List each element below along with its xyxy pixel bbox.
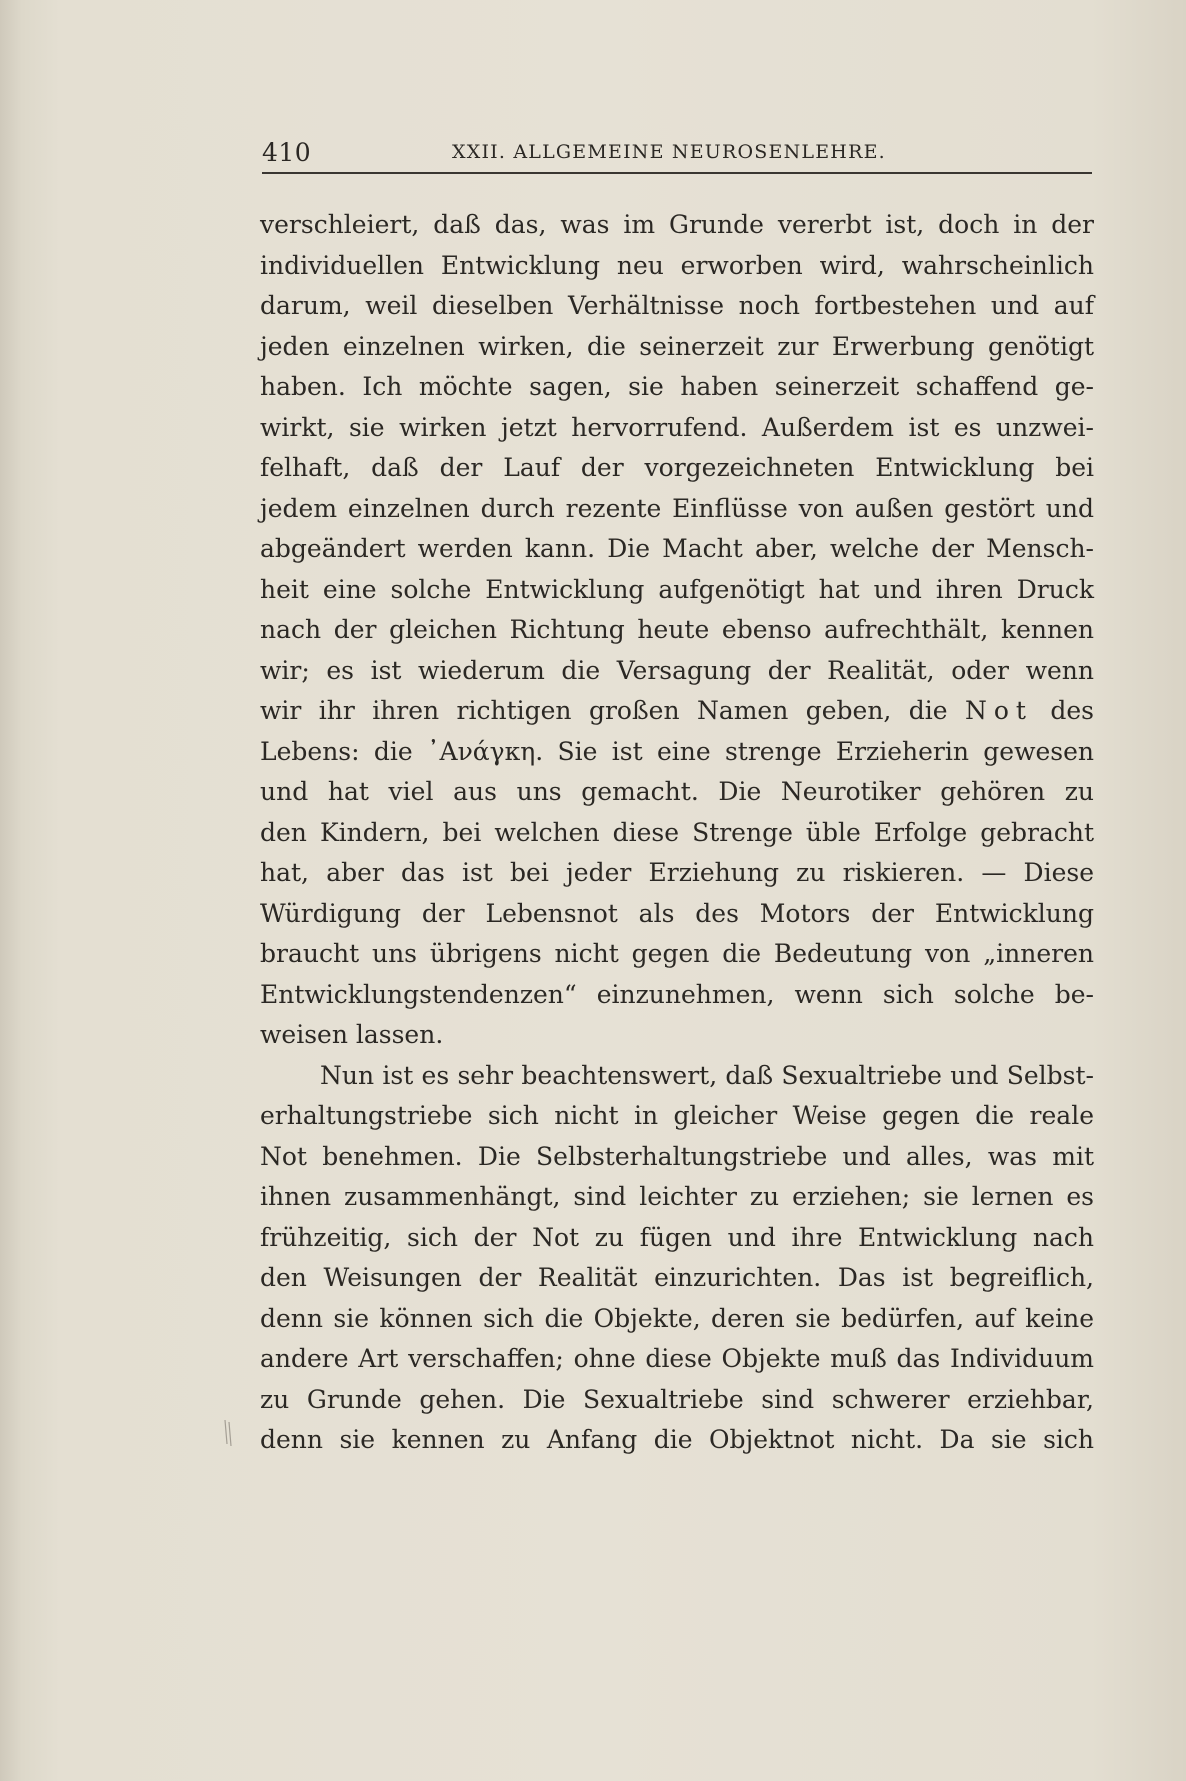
text-line: ihnen zusammenhängt, sind leichter zu erziehen; sie lernen es — [260, 1182, 1094, 1211]
text-segment: des — [1032, 696, 1095, 725]
text-line: den Kindern, bei welchen diese Strenge üble Erfolge gebracht — [260, 817, 1094, 847]
text-line: erhaltungstriebe sich nicht in gleicher Weise gegen die reale — [260, 1101, 1094, 1130]
pencil-mark-icon — [222, 1418, 234, 1448]
text-line: jeden einzelnen wirken, die seinerzeit zur Erwerbung genötigt — [260, 331, 1094, 361]
greek-word: ᾿Ανάγκη — [427, 736, 536, 766]
text-line: braucht uns übrigens nicht gegen die Bedeutung von „inneren — [260, 939, 1094, 968]
text-line: felhaft, daß der Lauf der vorgezeichneten Entwicklung bei — [260, 453, 1094, 482]
page-number: 410 — [262, 138, 312, 167]
text-line: jedem einzelnen durch rezente Einflüsse von außen gestört und — [260, 493, 1094, 523]
running-head: XXII. ALLGEMEINE NEUROSENLEHRE. — [452, 141, 886, 163]
text-line — [260, 732, 1094, 773]
text-line: Not benehmen. Die Selbsterhaltungstriebe und alles, was mit — [260, 1141, 1094, 1171]
text-segment: Lebens: die — [260, 736, 428, 766]
text-line: individuellen Entwicklung neu erworben wird, wahrscheinlich — [260, 250, 1094, 280]
text-line: frühzeitig, sich der Not zu fügen und ihre Entwicklung nach — [260, 1222, 1094, 1252]
spaced-word: Not — [964, 696, 1033, 725]
text-line: hat, aber das ist bei jeder Erziehung zu riskieren. — Diese — [260, 858, 1094, 887]
text-segment: . Sie ist eine strenge Erzieherin gewesen — [535, 736, 1094, 766]
text-line: denn sie kennen zu Anfang die Objektnot nicht. Da sie sich — [260, 1425, 1094, 1454]
text-line: haben. Ich möchte sagen, sie haben seinerzeit schaffend ge- — [260, 372, 1094, 401]
text-line: andere Art verschaffen; ohne diese Objekte muß das Individuum — [260, 1344, 1094, 1373]
text-line — [260, 691, 1094, 732]
paragraph-2 — [260, 1056, 1094, 1461]
body-text — [260, 205, 1094, 1461]
text-line: heit eine solche Entwicklung aufgenötigt hat und ihren Druck — [260, 574, 1094, 604]
header-rule — [262, 172, 1092, 174]
text-line: wir; es ist wiederum die Versagung der Realität, oder wenn — [260, 655, 1094, 685]
text-line: den Weisungen der Realität einzurichten. Das ist begreiflich, — [260, 1263, 1094, 1292]
margin-pencil-mark — [222, 1418, 234, 1448]
text-line: darum, weil dieselben Verhältnisse noch fortbestehen und auf — [260, 291, 1094, 320]
text-line: Würdigung der Lebensnot als des Motors der Entwicklung — [260, 898, 1094, 928]
text-line: Entwicklungstendenzen“ einzunehmen, wenn sich solche be- — [260, 979, 1094, 1009]
text-line: nach der gleichen Richtung heute ebenso aufrechthält, kennen — [260, 615, 1094, 644]
text-line: wirkt, sie wirken jetzt hervorrufend. Außerdem ist es unzwei- — [260, 412, 1094, 442]
text-line: und hat viel aus uns gemacht. Die Neurotiker gehören zu — [260, 777, 1094, 806]
text-line: abgeändert werden kann. Die Macht aber, welche der Mensch- — [260, 534, 1094, 563]
text-line: zu Grunde gehen. Die Sexualtriebe sind schwerer erziehbar, — [260, 1384, 1094, 1414]
text-segment: wir ihr ihren richtigen großen Namen geben, die — [260, 696, 965, 725]
text-line: verschleiert, daß das, was im Grunde vererbt ist, doch in der — [260, 210, 1094, 239]
paragraph-1 — [260, 205, 1094, 1056]
text-line: Nun ist es sehr beachtenswert, daß Sexualtriebe und Selbst- — [320, 1060, 1094, 1090]
text-line: weisen lassen. — [260, 1020, 444, 1049]
text-line: denn sie können sich die Objekte, deren sie bedürfen, auf keine — [260, 1303, 1094, 1333]
